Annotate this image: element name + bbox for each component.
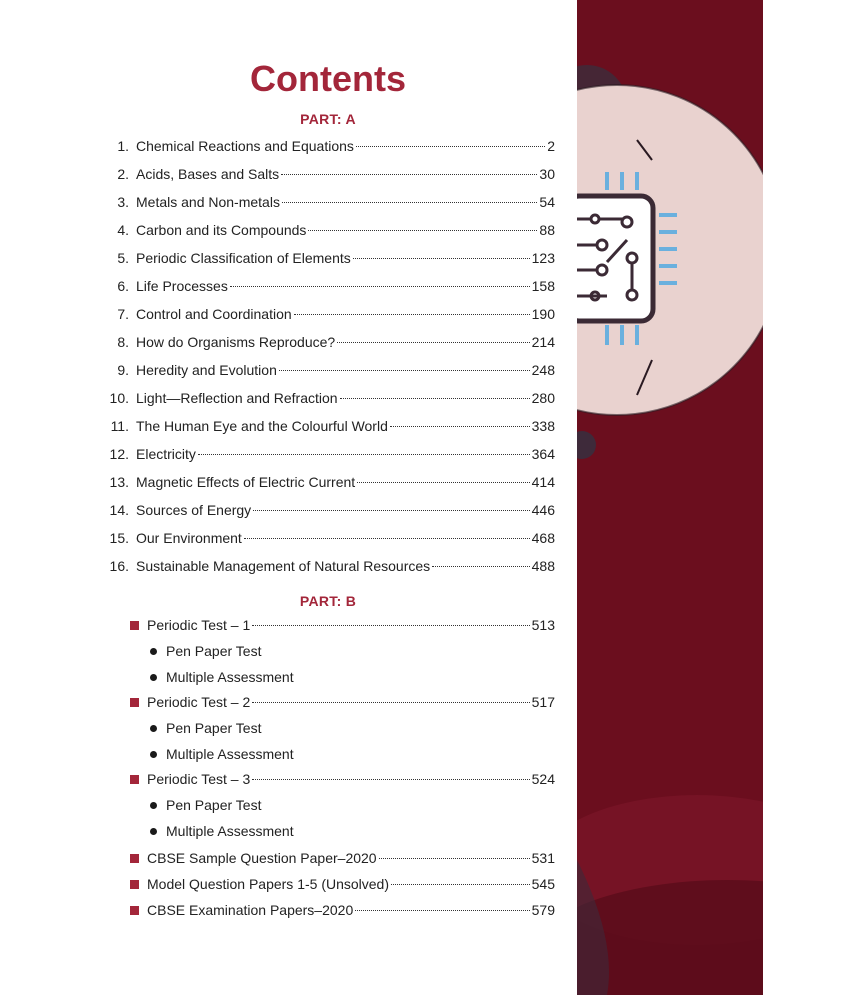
entry-page-number: 531 — [531, 850, 555, 866]
part-a-heading: PART: A — [300, 111, 356, 127]
entry-page-number: 488 — [531, 558, 555, 574]
dot-leader — [379, 858, 530, 859]
entry-number: 13. — [109, 474, 129, 490]
entry-page-number: 524 — [531, 771, 555, 787]
entry-title: The Human Eye and the Colourful World — [136, 418, 388, 434]
entry-number: 15. — [109, 530, 129, 546]
dot-leader — [252, 779, 529, 780]
toc-entry[interactable] — [100, 278, 555, 298]
entry-page-number: 468 — [531, 530, 555, 546]
sub-entry — [150, 744, 294, 764]
entry-number: 7. — [117, 306, 129, 322]
entry-title: Carbon and its Compounds — [136, 222, 307, 238]
periodic-test-entry[interactable] — [130, 694, 555, 714]
entry-title: Light—Reflection and Refraction — [136, 390, 338, 406]
dot-leader — [253, 510, 529, 511]
toc-entry[interactable] — [100, 194, 555, 214]
dot-leader — [356, 146, 545, 147]
entry-page-number: 54 — [539, 194, 555, 210]
dot-leader — [281, 174, 537, 175]
sub-entry — [150, 641, 261, 661]
sub-entry-label: Multiple Assessment — [166, 746, 294, 762]
sub-entry-label: Pen Paper Test — [166, 720, 262, 736]
entry-title: Sources of Energy — [136, 502, 252, 518]
entry-title: CBSE Examination Papers–2020 — [147, 902, 354, 918]
dot-leader — [340, 398, 530, 399]
entry-page-number: 517 — [531, 694, 555, 710]
entry-title: Periodic Test – 2 — [147, 694, 251, 710]
round-bullet-icon — [150, 751, 157, 758]
entry-page-number: 364 — [531, 446, 555, 462]
entry-title: Periodic Test – 1 — [147, 617, 251, 633]
dot-leader — [432, 566, 529, 567]
entry-page-number: 280 — [531, 390, 555, 406]
dot-leader — [252, 702, 529, 703]
entry-number: 10. — [109, 390, 129, 406]
periodic-test-entry[interactable] — [130, 771, 555, 791]
dot-leader — [390, 426, 530, 427]
entry-title: Control and Coordination — [136, 306, 292, 322]
toc-entry[interactable] — [100, 418, 555, 438]
toc-entry[interactable] — [100, 250, 555, 270]
dot-leader — [198, 454, 530, 455]
entry-page-number: 338 — [531, 418, 555, 434]
entry-page-number: 446 — [531, 502, 555, 518]
sub-entry-label: Multiple Assessment — [166, 669, 294, 685]
entry-number: 14. — [109, 502, 129, 518]
entry-page-number: 123 — [531, 250, 555, 266]
entry-title: Sustainable Management of Natural Resources — [136, 558, 431, 574]
entry-number: 1. — [117, 138, 129, 154]
entry-page-number: 513 — [531, 617, 555, 633]
toc-entry[interactable] — [100, 138, 555, 158]
entry-number: 8. — [117, 334, 129, 350]
toc-entry[interactable] — [100, 334, 555, 354]
dot-leader — [391, 884, 530, 885]
page-title: Contents — [250, 58, 406, 99]
paper-entry[interactable] — [130, 902, 555, 922]
entry-number: 2. — [117, 166, 129, 182]
entry-title: Heredity and Evolution — [136, 362, 277, 378]
dot-leader — [282, 202, 537, 203]
sub-entry — [150, 718, 261, 738]
dot-leader — [353, 258, 530, 259]
entry-page-number: 30 — [539, 166, 555, 182]
entry-page-number: 545 — [531, 876, 555, 892]
periodic-test-entry[interactable] — [130, 617, 555, 637]
square-bullet-icon — [130, 698, 139, 707]
entry-title: Life Processes — [136, 278, 228, 294]
entry-page-number: 414 — [531, 474, 555, 490]
dot-leader — [244, 538, 530, 539]
round-bullet-icon — [150, 725, 157, 732]
entry-page-number: 579 — [531, 902, 555, 918]
round-bullet-icon — [150, 648, 157, 655]
entry-number: 12. — [109, 446, 129, 462]
round-bullet-icon — [150, 674, 157, 681]
dot-leader — [230, 286, 530, 287]
sub-entry-label: Pen Paper Test — [166, 797, 262, 813]
paper-entry[interactable] — [130, 850, 555, 870]
toc-entry[interactable] — [100, 306, 555, 326]
toc-entry[interactable] — [100, 558, 555, 578]
entry-page-number: 2 — [547, 138, 555, 154]
dot-leader — [355, 910, 529, 911]
entry-page-number: 248 — [531, 362, 555, 378]
paper-entry[interactable] — [130, 876, 555, 896]
entry-title: Electricity — [136, 446, 196, 462]
toc-entry[interactable] — [100, 474, 555, 494]
entry-title: Model Question Papers 1-5 (Unsolved) — [147, 876, 390, 892]
entry-title: Magnetic Effects of Electric Current — [136, 474, 356, 490]
toc-entry[interactable] — [100, 390, 555, 410]
entry-page-number: 190 — [531, 306, 555, 322]
sub-entry — [150, 667, 294, 687]
toc-entry[interactable] — [100, 166, 555, 186]
circuit-chip-illustration — [577, 0, 763, 995]
entry-number: 4. — [117, 222, 129, 238]
entry-page-number: 158 — [531, 278, 555, 294]
square-bullet-icon — [130, 854, 139, 863]
entry-page-number: 88 — [539, 222, 555, 238]
toc-entry[interactable] — [100, 362, 555, 382]
entry-title: How do Organisms Reproduce? — [136, 334, 336, 350]
square-bullet-icon — [130, 775, 139, 784]
dot-leader — [252, 625, 529, 626]
entry-number: 6. — [117, 278, 129, 294]
entry-number: 5. — [117, 250, 129, 266]
round-bullet-icon — [150, 828, 157, 835]
square-bullet-icon — [130, 880, 139, 889]
toc-entry[interactable] — [100, 502, 555, 522]
entry-title: Periodic Test – 3 — [147, 771, 251, 787]
sub-entry — [150, 795, 261, 815]
toc-entry[interactable] — [100, 446, 555, 466]
entry-title: CBSE Sample Question Paper–2020 — [147, 850, 377, 866]
dot-leader — [294, 314, 530, 315]
part-b-heading: PART: B — [299, 593, 357, 609]
square-bullet-icon — [130, 621, 139, 630]
toc-entry[interactable] — [100, 530, 555, 550]
entry-title: Periodic Classification of Elements — [136, 250, 351, 266]
sub-entry-label: Pen Paper Test — [166, 643, 262, 659]
square-bullet-icon — [130, 906, 139, 915]
dot-leader — [308, 230, 537, 231]
sub-entry-label: Multiple Assessment — [166, 823, 294, 839]
dot-leader — [279, 370, 530, 371]
decorative-side-panel — [577, 0, 763, 995]
entry-title: Metals and Non-metals — [136, 194, 280, 210]
entry-page-number: 214 — [531, 334, 555, 350]
entry-title: Our Environment — [136, 530, 242, 546]
round-bullet-icon — [150, 802, 157, 809]
sub-entry — [150, 821, 294, 841]
dot-leader — [357, 482, 529, 483]
dot-leader — [337, 342, 529, 343]
entry-number: 11. — [110, 418, 129, 434]
entry-number: 16. — [109, 558, 129, 574]
entry-title: Chemical Reactions and Equations — [136, 138, 354, 154]
entry-number: 3. — [117, 194, 129, 210]
toc-entry[interactable] — [100, 222, 555, 242]
entry-title: Acids, Bases and Salts — [136, 166, 280, 182]
entry-number: 9. — [117, 362, 129, 378]
